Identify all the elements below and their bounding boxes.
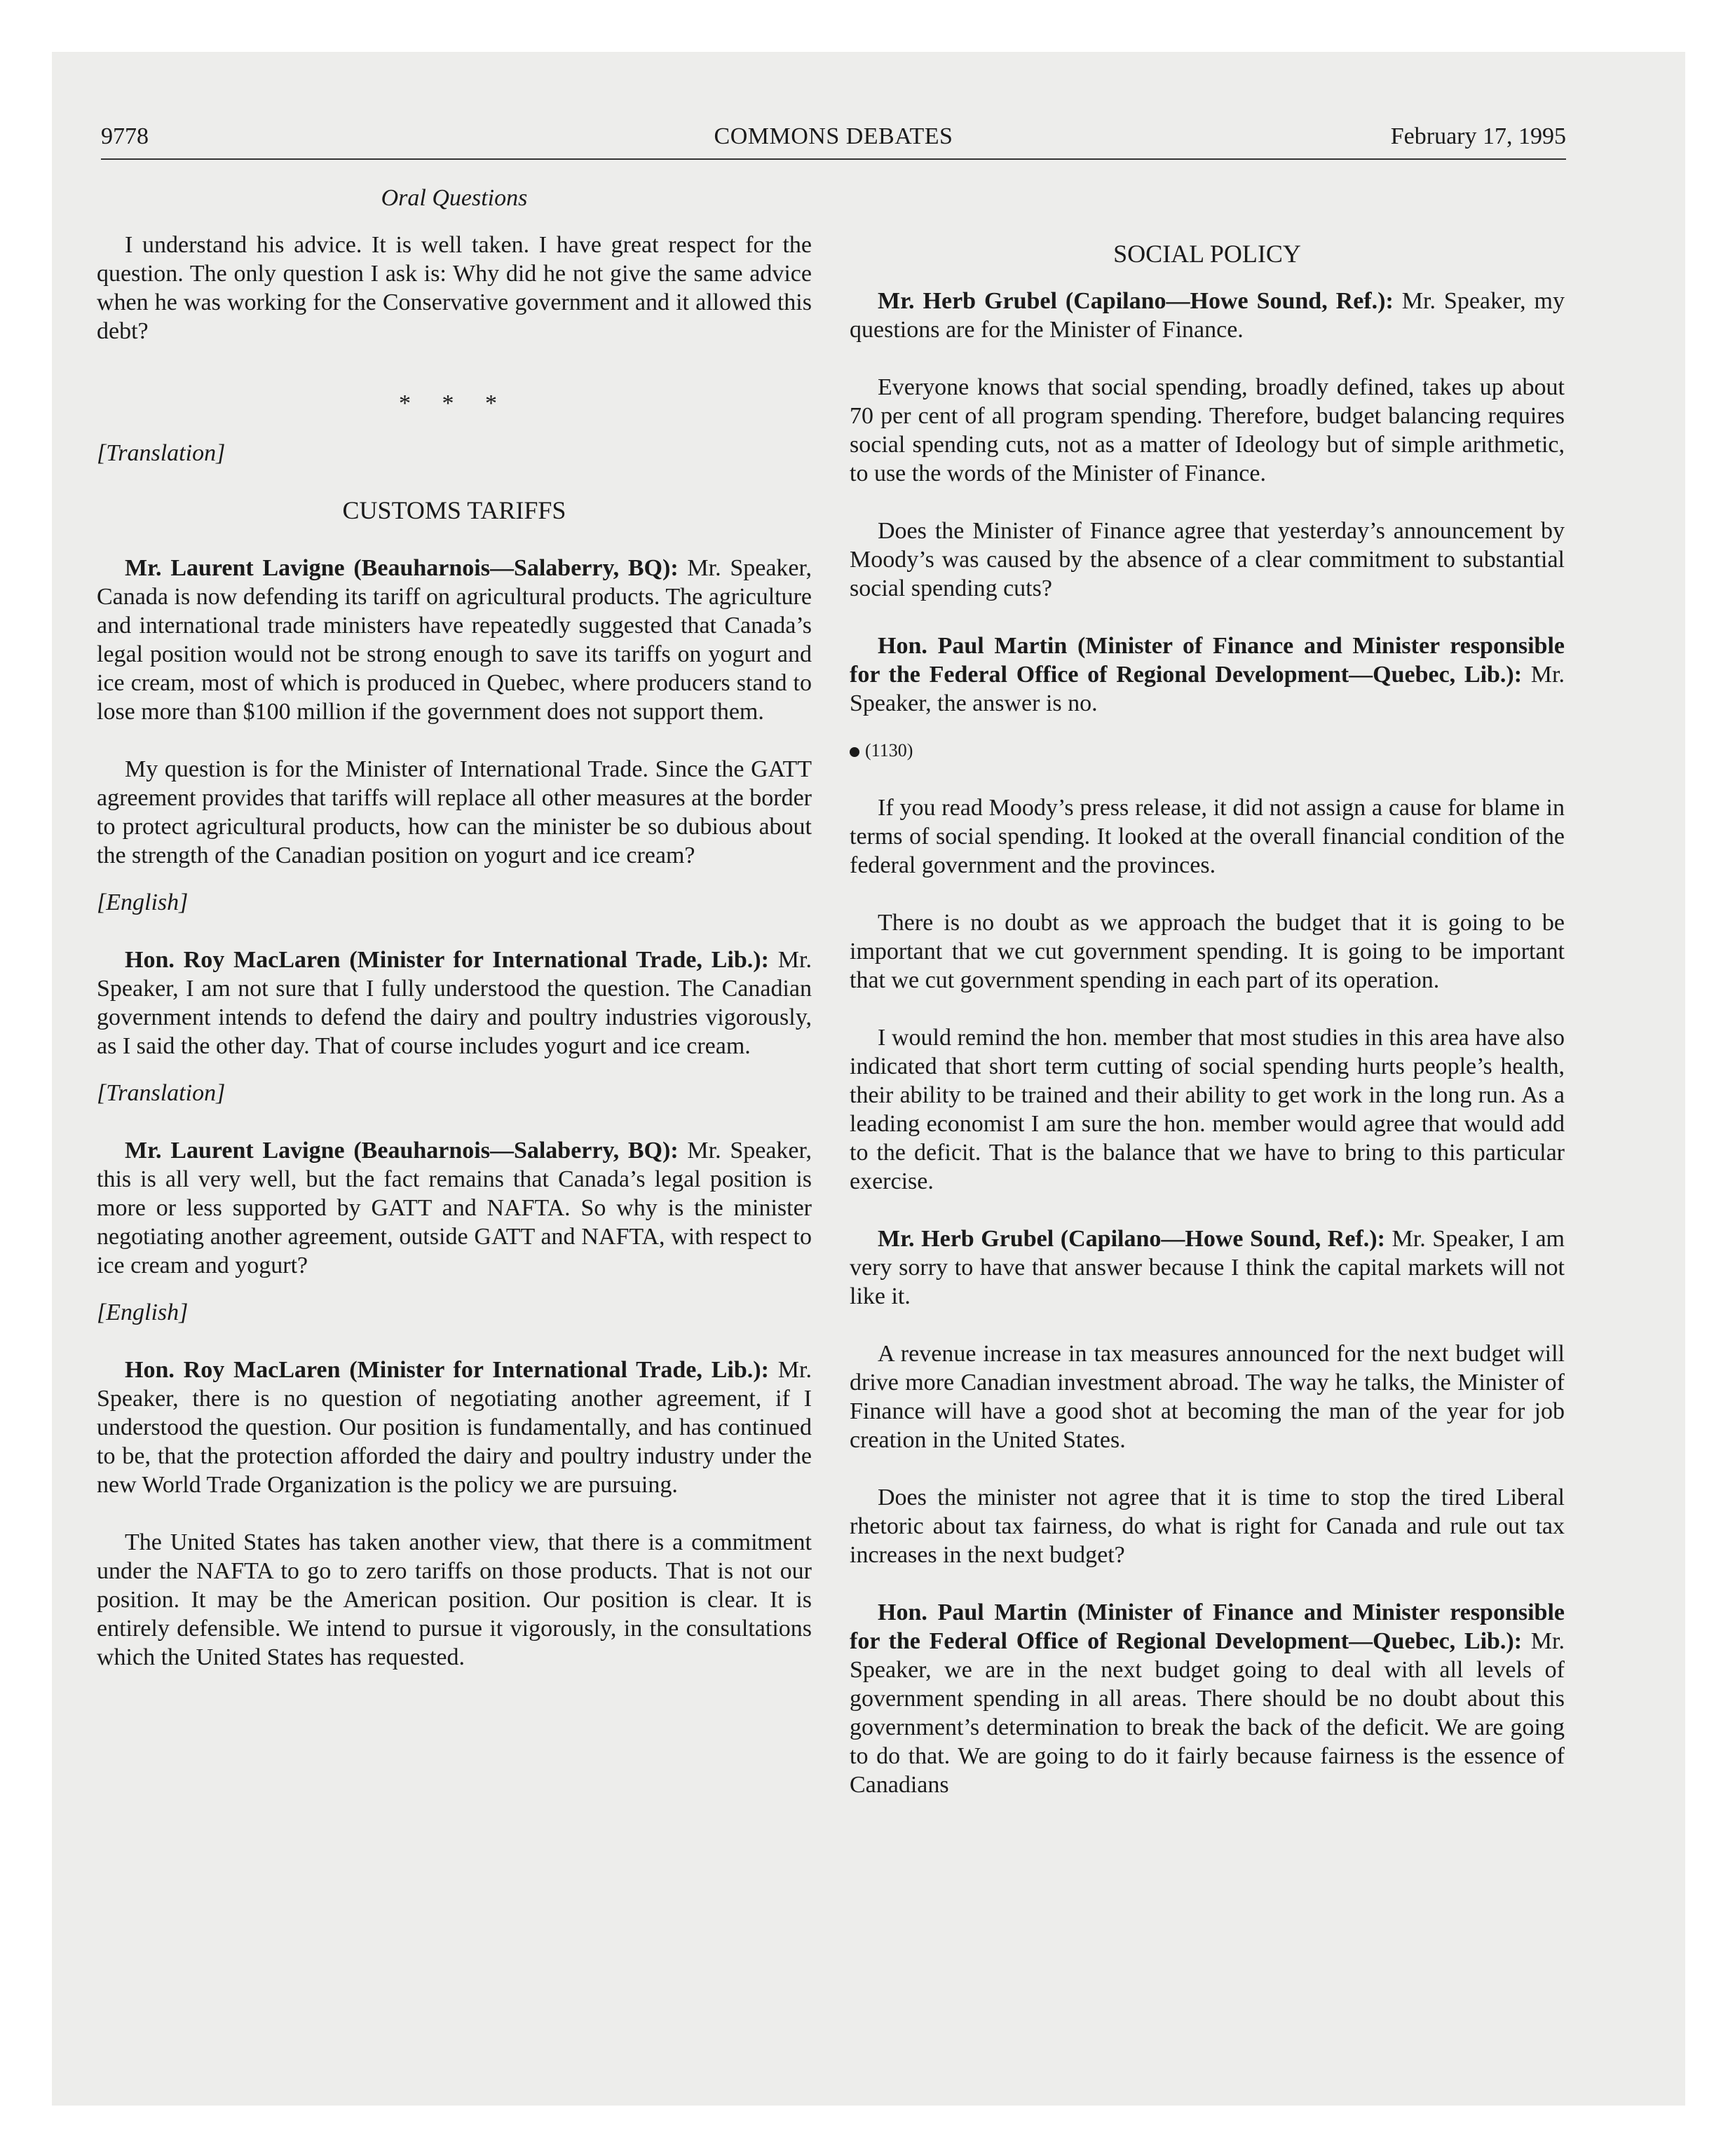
paragraph: Does the minister not agree that it is time to stop the tired Liberal rhetoric about tax fairness, do what is right for Canada and rule out tax increases in the next budget? <box>850 1485 1565 1568</box>
speaker-name: Hon. Paul Martin (Minister of Finance and Minister responsible for the Federal Office of Regional Development—Quebec, Lib.): <box>850 1599 1565 1654</box>
speech-text: Mr. Speaker, I am very sorry to have that answer because I think the capital markets will not like it. <box>850 1226 1565 1309</box>
paragraph: There is no doubt as we approach the budget that it is going to be important that we cut government spending. It is going to be important that we cut government spending in each part of its operation. <box>850 910 1565 993</box>
question-paragraph <box>850 287 1565 344</box>
section-heading: SOCIAL POLICY <box>1113 240 1301 268</box>
paragraph: Does the Minister of Finance agree that yesterday’s announcement by Moody’s was caused by the absence of a clear commitment to substantial social spending cuts? <box>850 518 1565 601</box>
language-note: [English] <box>97 889 189 915</box>
answer-paragraph <box>850 632 1565 718</box>
speech-text: Mr. Speaker, we are in the next budget going to deal with all levels of government spending in all areas. There should be no doubt about this government’s determination to break the back of the deficit. We are going to do that. We are going to do it fairly because fairness is the essence of Canadians <box>850 1628 1565 1798</box>
time-marker <box>850 736 1565 765</box>
question-paragraph <box>850 1224 1565 1311</box>
answer-paragraph <box>97 1356 812 1499</box>
speaker-name: Hon. Roy MacLaren (Minister for International Trade, Lib.): <box>125 947 769 973</box>
translation-note: [Translation] <box>97 1080 226 1106</box>
time-marker-text: (1130) <box>865 740 913 760</box>
right-column <box>850 184 1565 1799</box>
speech-text: Mr. Speaker, Canada is now defending its tariff on agricultural products. The agriculture and international trade ministers have repeatedly suggested that Canada’s legal position would not be strong enough to save its tariffs on yogurt and ice cream, most of which is produced in Quebec, where producers stand to lose more than $100 million if the government does not support them. <box>97 555 812 725</box>
speaker-name: Hon. Paul Martin (Minister of Finance and Minister responsible for the Federal Office of Regional Development—Quebec, Lib.): <box>850 633 1565 688</box>
speech-text: Mr. Speaker, my questions are for the Minister of Finance. <box>850 288 1565 343</box>
paragraph: I would remind the hon. member that most studies in this area have also indicated that short term cutting of social spending hurts people’s health, their ability to be trained and their ability to get work in the long run. As a leading economist I am sure the hon. member would agree that would add to the deficit. That is the balance that we have to bring to this particular exercise. <box>850 1025 1565 1194</box>
speaker-name: Mr. Herb Grubel (Capilano—Howe Sound, Ref.): <box>878 288 1394 314</box>
page-number: 9778 <box>101 123 149 149</box>
bullet-icon <box>850 747 859 757</box>
speaker-name: Mr. Laurent Lavigne (Beauharnois—Salaberry, BQ): <box>125 1138 679 1164</box>
speaker-name: Hon. Roy MacLaren (Minister for International Trade, Lib.): <box>125 1357 769 1383</box>
paragraph: My question is for the Minister of International Trade. Since the GATT agreement provides that tariffs will replace all other measures at the border to protect agricultural products, how can the minister be so dubious about the strength of the Canadian position on yogurt and ice cream? <box>97 756 812 868</box>
publication-title: COMMONS DEBATES <box>714 123 953 149</box>
header-rule <box>101 158 1566 160</box>
paragraph: Everyone knows that social spending, broadly defined, takes up about 70 per cent of all program spending. Therefore, budget balancing requires social spending cuts, not as a matter of Ideology but of simple arithmetic, to use the words of the Minister of Finance. <box>850 374 1565 486</box>
answer-paragraph <box>97 946 812 1060</box>
paragraph: If you read Moody’s press release, it did not assign a cause for blame in terms of social spending. It looked at the overall financial condition of the federal government and the provinces. <box>850 795 1565 878</box>
paragraph: I understand his advice. It is well taken. I have great respect for the question. The only question I ask is: Why did he not give the same advice when he was working for the Conservative government and it allowed this debt? <box>97 232 812 344</box>
language-note: [English] <box>97 1299 189 1325</box>
speech-text: Mr. Speaker, there is no question of negotiating another agreement, if I understood the question. Our position is fundamentally, and has continued to be, that the protection afforded the dairy and poultry industry under the new World Trade Organization is the policy we are pursuing. <box>97 1357 812 1498</box>
question-paragraph <box>97 554 812 726</box>
section-heading: CUSTOMS TARIFFS <box>342 496 566 524</box>
answer-paragraph <box>850 1598 1565 1799</box>
section-label: Oral Questions <box>381 185 528 211</box>
question-paragraph <box>97 1136 812 1280</box>
speech-text: Mr. Speaker, I am not sure that I fully understood the question. The Canadian government intends to defend the dairy and poultry industries vigorously, as I said the other day. That of course includes yogurt and ice cream. <box>97 947 812 1059</box>
speaker-name: Mr. Laurent Lavigne (Beauharnois—Salaberry, BQ): <box>125 555 679 581</box>
left-column <box>97 184 812 1672</box>
translation-note: [Translation] <box>97 440 226 466</box>
speech-text: Mr. Speaker, the answer is no. <box>850 662 1565 716</box>
page-header <box>101 123 1566 157</box>
section-separator: * * * <box>399 390 510 416</box>
paragraph: The United States has taken another view, that there is a commitment under the NAFTA to go to zero tariffs on those products. That is not our position. It may be the American position. Our position is clear. It is entirely defensible. We intend to pursue it vigorously, in the consultations which the United States has requested. <box>97 1529 812 1670</box>
speech-text: Mr. Speaker, this is all very well, but the fact remains that Canada’s legal position is more or less supported by GATT and NAFTA. So why is the minister negotiating another agreement, outside GATT and NAFTA, with respect to ice cream and yogurt? <box>97 1138 812 1278</box>
speaker-name: Mr. Herb Grubel (Capilano—Howe Sound, Ref.): <box>878 1226 1385 1252</box>
paragraph: A revenue increase in tax measures announced for the next budget will drive more Canadian investment abroad. The way he talks, the Minister of Finance will have a good shot at becoming the man of the year for job creation in the United States. <box>850 1341 1565 1453</box>
publication-date: February 17, 1995 <box>1390 123 1566 149</box>
